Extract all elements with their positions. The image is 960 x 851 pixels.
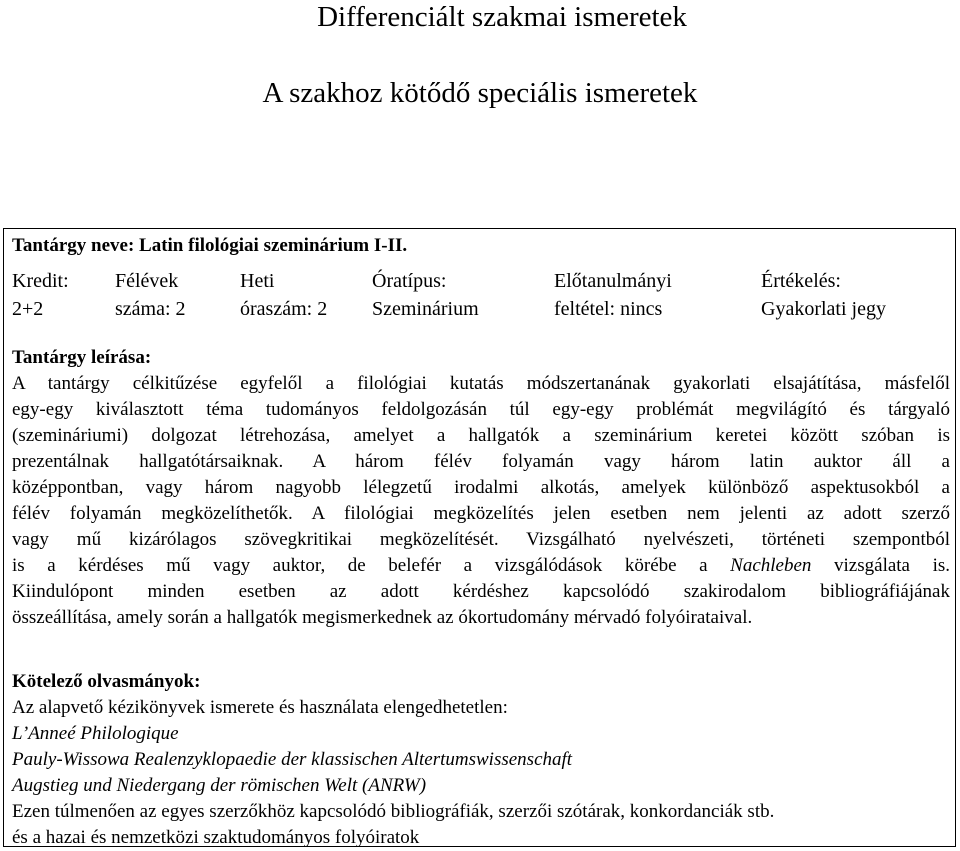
- subject-name: Tantárgy neve: Latin filológiai szeminárium I-II.: [12, 235, 408, 256]
- description-line: prezentálnak hallgatótársaiknak. A három félév folyamán vagy három latin auktor áll a: [12, 451, 950, 472]
- course-description-box: [3, 228, 956, 847]
- description-line: középpontban, vagy három nagyobb lélegzetű irodalmi alkotás, amelyek különböző aspektusokból a: [12, 477, 950, 498]
- description-line-with-term: [12, 553, 950, 579]
- credit-value: 2+2: [12, 298, 44, 320]
- class-type-label: Óratípus:: [372, 270, 447, 292]
- description-line: Kiindulópont minden esetben az adott kérdéshez kapcsolódó szakirodalom bibliográfiájának: [12, 581, 950, 602]
- semesters-label: Félévek: [115, 270, 179, 292]
- weekly-hours-value: óraszám: 2: [240, 298, 328, 320]
- description-line: vagy mű kizárólagos szövegkritikai megközelítését. Vizsgálható nyelvészeti, történeti szempontból: [12, 529, 950, 550]
- credit-label: Kredit:: [12, 270, 69, 292]
- evaluation-value: Gyakorlati jegy: [761, 298, 886, 320]
- description-title: Tantárgy leírása:: [12, 347, 152, 368]
- description-line: félév folyamán megközelíthetők. A filológiai megközelítés jelen esetben nem jelenti az adott szerző: [12, 503, 950, 524]
- description-line: egy-egy kiválasztott téma tudományos feldolgozásán túl egy-egy problémát megvilágító és tárgyaló: [12, 399, 950, 420]
- readings-extra: és a hazai és nemzetközi szaktudományos folyóiratok: [12, 827, 420, 848]
- page-subtitle: A szakhoz kötődő speciális ismeretek: [262, 77, 698, 109]
- evaluation-cell: [761, 267, 886, 323]
- readings-title: Kötelező olvasmányok:: [12, 671, 201, 692]
- description-line-end: vizsgálata is.: [834, 555, 951, 576]
- description-paragraph: [12, 371, 950, 631]
- class-type-value: Szeminárium: [372, 298, 479, 320]
- reading-item: Pauly-Wissowa Realenzyklopaedie der klassischen Altertumswissenschaft: [12, 749, 573, 770]
- reading-item: Augstieg und Niedergang der römischen Welt (ANRW): [12, 775, 427, 796]
- semesters-cell: [115, 267, 186, 323]
- evaluation-label: Értékelés:: [761, 270, 841, 292]
- reading-item: L’Anneé Philologique: [12, 723, 179, 744]
- semesters-value: száma: 2: [115, 298, 186, 320]
- description-line: (szemináriumi) dolgozat létrehozása, amelyet a hallgatók a szeminárium keretei között szóban is: [12, 425, 950, 446]
- description-line: A tantárgy célkitűzése egyfelől a filológiai kutatás módszertanának gyakorlati elsajátítása, másfelől: [12, 373, 950, 394]
- prerequisite-cell: [554, 267, 672, 323]
- readings-intro: Az alapvető kézikönyvek ismerete és használata elengedhetetlen:: [12, 697, 508, 718]
- description-line: összeállítása, amely során a hallgatók megismerkednek az ókortudomány mérvadó folyóirataival.: [12, 607, 753, 628]
- class-type-cell: [372, 267, 479, 323]
- prerequisite-value: feltétel: nincs: [554, 298, 663, 320]
- readings-section: [12, 669, 774, 851]
- weekly-hours-cell: [240, 267, 327, 323]
- description-line-start: is a kérdéses mű vagy auktor, de belefér a vizsgálódások körébe a: [12, 555, 708, 576]
- weekly-hours-label: Heti: [240, 270, 275, 292]
- prerequisite-label: Előtanulmányi: [554, 270, 672, 292]
- page-title: Differenciált szakmai ismeretek: [317, 1, 687, 33]
- credit-cell: [12, 267, 69, 323]
- readings-extra: Ezen túlmenően az egyes szerzőkhöz kapcsolódó bibliográfiák, szerzői szótárak, konkordanciák stb.: [12, 801, 775, 822]
- nachleben-term: Nachleben: [730, 555, 812, 576]
